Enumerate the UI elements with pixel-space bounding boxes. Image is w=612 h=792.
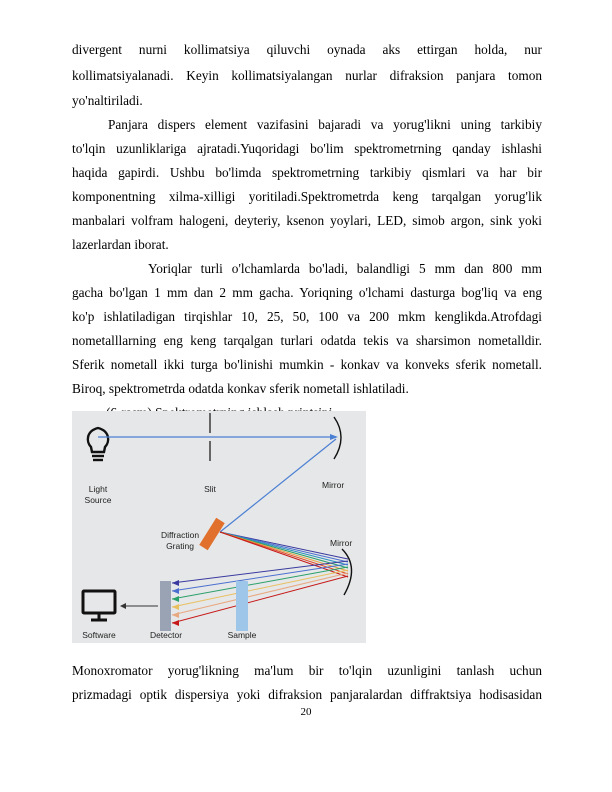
sample-label: Sample <box>227 630 257 640</box>
detector-label: Detector <box>149 630 183 640</box>
text-line: divergent nurni kollimatsiya qiluvchi oynada aks ettirgan holda, nur <box>72 42 542 57</box>
text-line: manbalari volfram halogeni, deyteriy, ksenon yoylari, LED, simob argon, sink yoki <box>72 213 542 228</box>
slit-label: Slit <box>204 484 216 494</box>
text-line: kollimatsiyalanadi. Keyin kollimatsiyalangan nurlar difraksion panjara tomon <box>72 68 542 83</box>
mirror-right-label: Mirror <box>330 538 353 548</box>
grating-label: Grating <box>166 541 194 551</box>
mirror-top-label: Mirror <box>322 480 345 490</box>
text-line: Sferik nometall ikki turga bo'linishi mumkin - konkav va konveks sferik nometall. <box>72 357 542 372</box>
spectrometer-diagram <box>72 411 366 643</box>
text-line: Yoriqlar turli o'lchamlarda bo'ladi, balandligi 5 mm dan 800 mm <box>148 261 542 276</box>
text-line: prizmadagi optik dispersiya yoki difraksion panjaralardan diffraktsiya hodisasidan <box>72 687 542 702</box>
text-line: Monoxromator yorug'likning ma'lum bir to'lqin uzunligini tanlash uchun <box>72 663 542 678</box>
page-number: 20 <box>300 706 312 718</box>
text-line: ko'p ishlatiladigan tirqishlar 10, 25, 50, 100 va 200 mkm kenglikda.Atrofdagi <box>72 309 542 324</box>
software-label: Software <box>82 630 116 640</box>
text-line: komponentning xilma-xilligi yoritiladi.Spektrometrda keng tarqalgan yorug'lik <box>72 189 542 204</box>
grating-label: Diffraction <box>160 530 200 540</box>
sample-cell <box>236 581 248 631</box>
text-line: yo'naltiriladi. <box>72 93 143 108</box>
text-line: gacha bo'lgan 1 mm dan 2 mm gacha. Yoriqning o'lchami dasturga bog'liq va eng <box>72 285 542 300</box>
text-line: Panjara dispers element vazifasini bajaradi va yorug'likni uning tarkibiy <box>108 117 542 132</box>
light-source-label: Source <box>84 495 112 505</box>
text-line: lazerlardan iborat. <box>72 237 169 252</box>
text-line: haqida gapirdi. Ushbu bo'limda spektrometrning tarkibiy qismlari va har bir <box>72 165 542 180</box>
detector <box>160 581 171 631</box>
text-line: to'lqin uzunliklariga ajratadi.Yuqoridagi bo'lim spektrometrning qanday ishlashi <box>72 141 542 156</box>
text-line: Biroq, spektrometrda odatda konkav sferik nometall ishlatiladi. <box>72 381 409 396</box>
light-source-label: Light <box>88 484 108 494</box>
text-line: nometalllarning eng keng tarqalgan turlari odatda tekis va sharsimon nometalldir. <box>72 333 542 348</box>
